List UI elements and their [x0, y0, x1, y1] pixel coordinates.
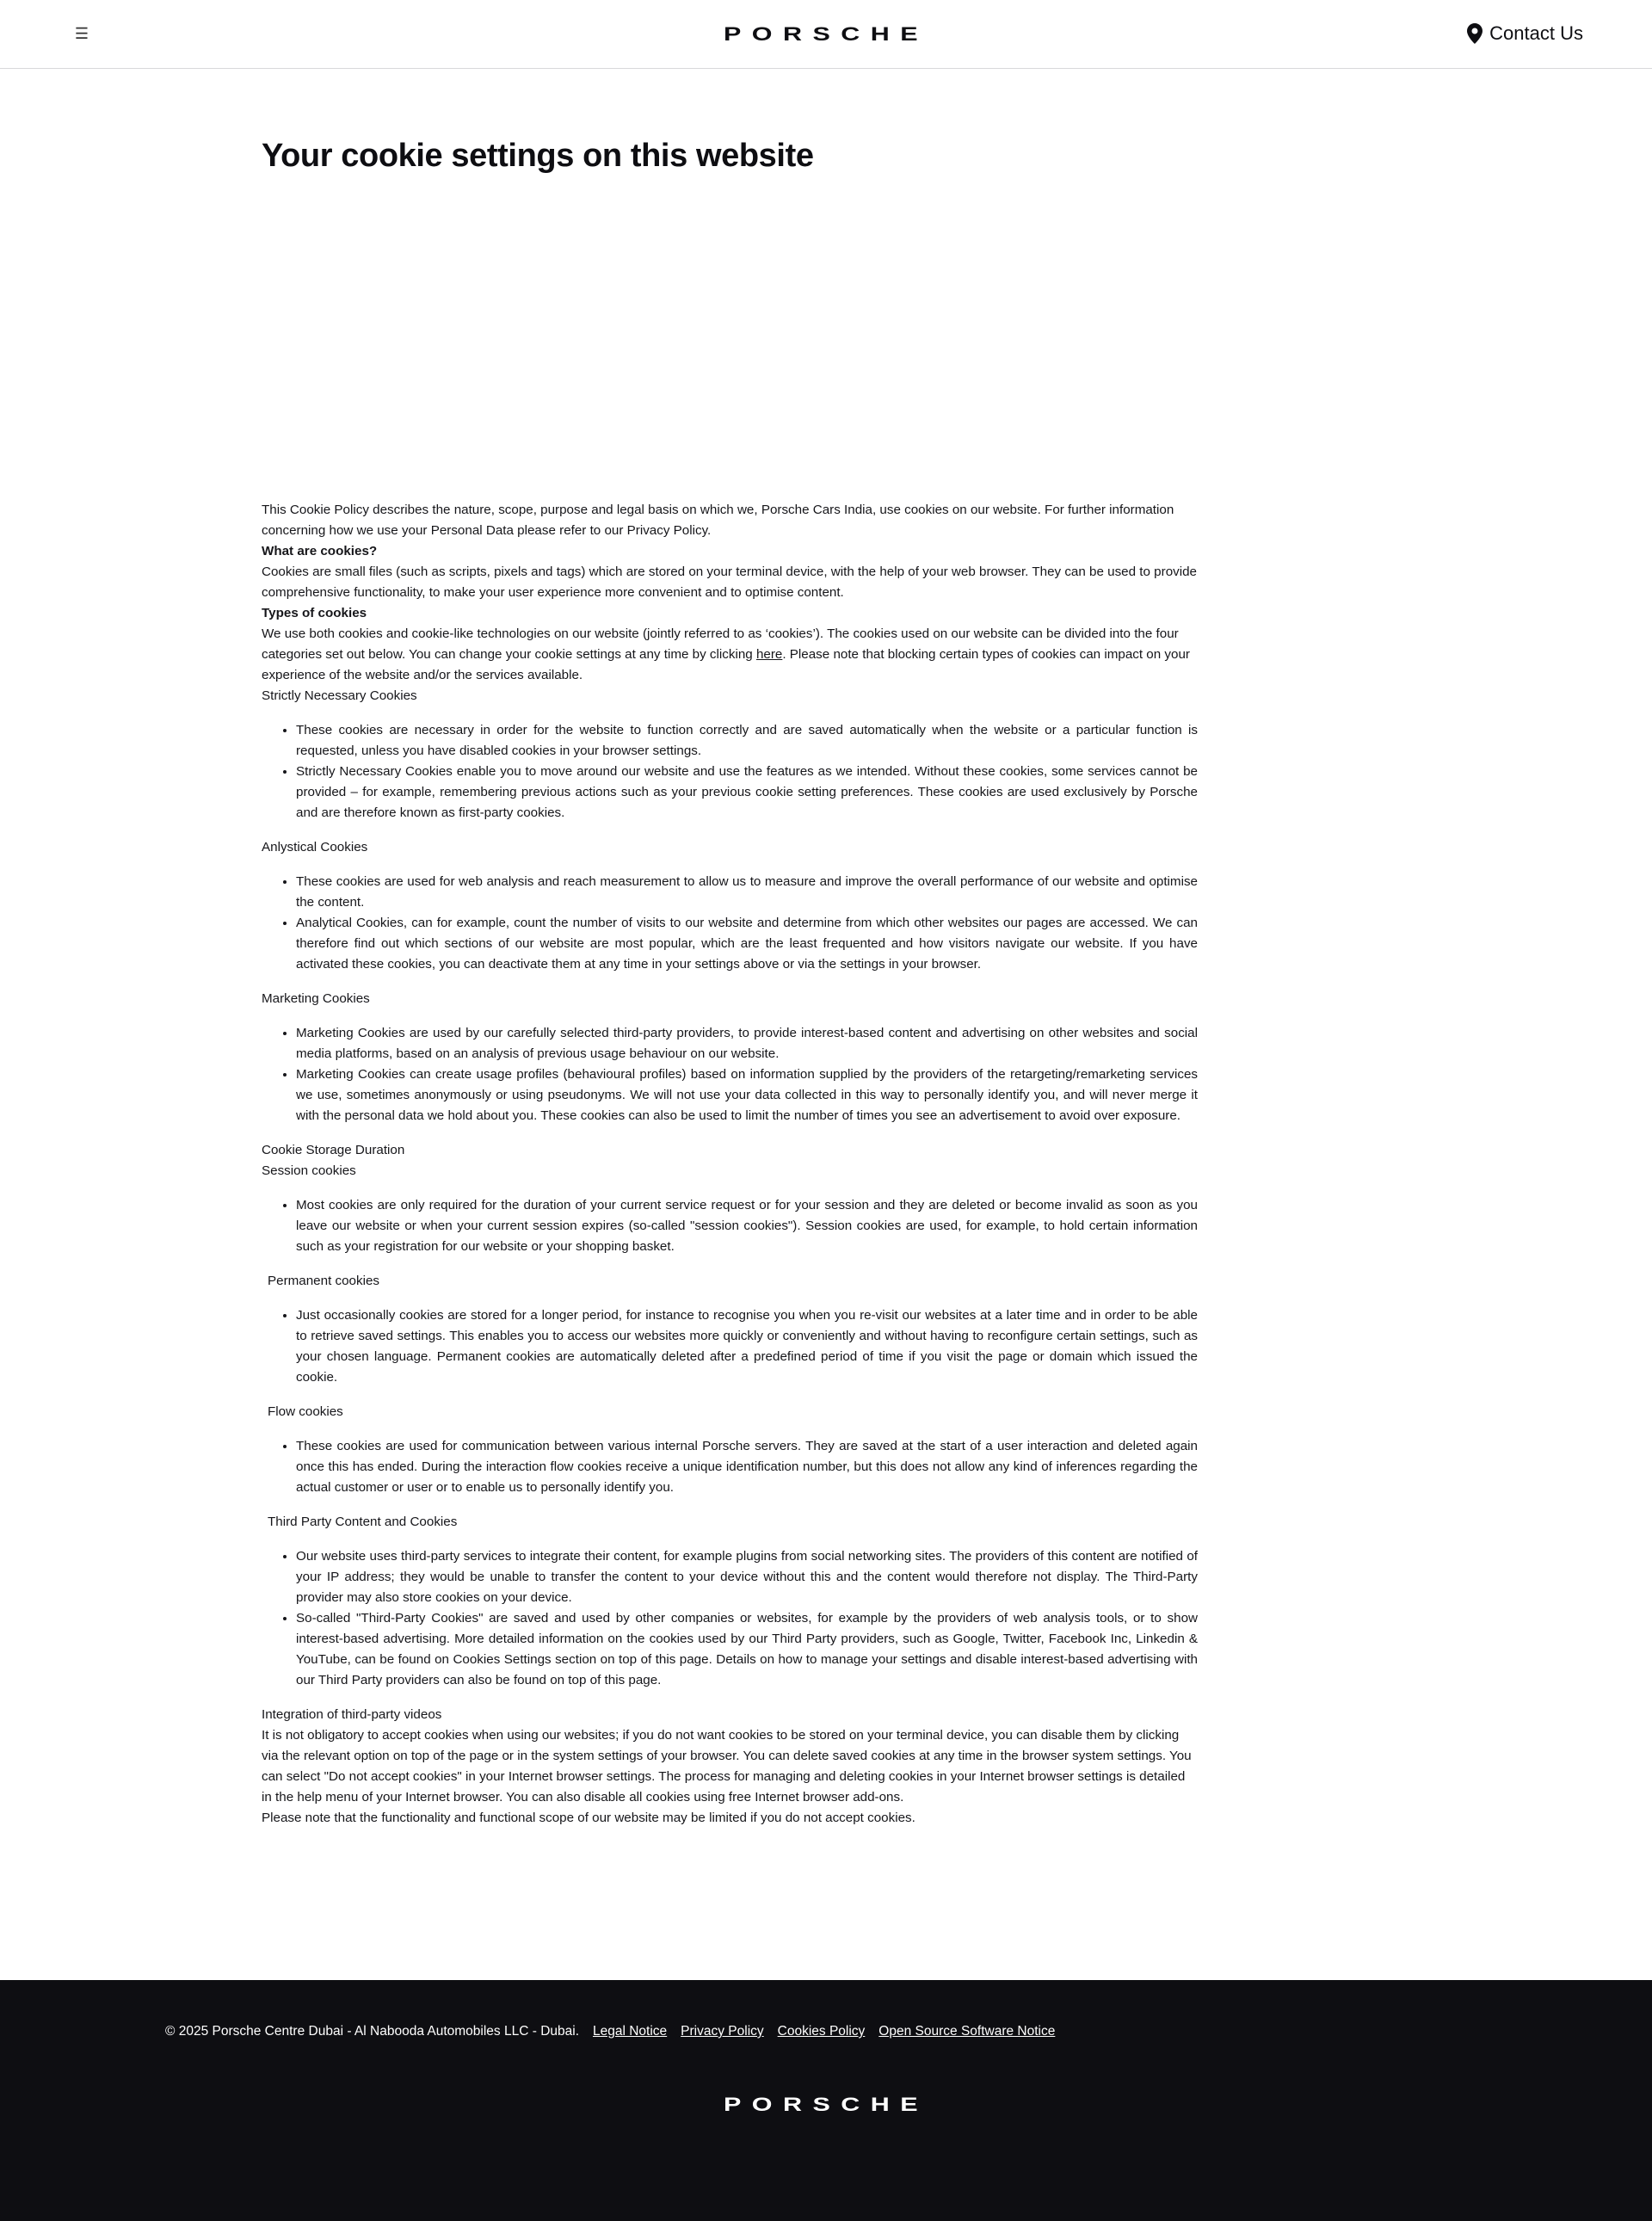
section-third-party: Third Party Content and Cookies [268, 1515, 458, 1529]
cookies-policy-link[interactable]: Cookies Policy [777, 2024, 866, 2039]
third-party-list [262, 1546, 1198, 1691]
section-session-cookies: Session cookies [262, 1163, 356, 1178]
list-item: • Most cookies are only required for the duration of your current service request or for your session and they are deleted or become invalid as soon as you leave our website or when your current session expires (so-called "session cookies"). Session cookies are used, for example, to hold certain information such as your registration for our website or your shopping basket. [296, 1195, 1198, 1257]
heading-types-of-cookies: Types of cookies [262, 606, 367, 620]
svg-text:PORSCHE: PORSCHE [724, 24, 928, 43]
heading-what-are-cookies: What are cookies? [262, 544, 378, 558]
site-header [0, 0, 1652, 69]
section-storage-duration: Cookie Storage Duration [262, 1143, 405, 1157]
privacy-policy-link[interactable]: Privacy Policy [681, 2024, 764, 2039]
page-title: Your cookie settings on this website [262, 138, 814, 174]
list-item: • These cookies are used for communication between various internal Porsche servers. They are saved at the start of a user interaction and deleted again once this has ended. During the interaction flow cookies receive a unique identification number, but this does not allow any kind of inferences regarding the actual customer or user or to enable us to personally identify you. [296, 1436, 1198, 1498]
section-marketing: Marketing Cookies [262, 991, 370, 1006]
main-content [262, 133, 1198, 178]
list-item: • Marketing Cookies can create usage profiles (behavioural profiles) based on information supplied by the providers of the retargeting/remarketing services we use, sometimes anonymously or using pseudonyms. We will not use your data collected in this way to personally identify you, and will never merge it with the personal data we hold about you. These cookies can also be used to limit the number of times you see an advertisement to avoid over exposure. [296, 1064, 1198, 1126]
marketing-list [262, 1023, 1198, 1126]
list-item: • These cookies are necessary in order for the website to function correctly and are saved automatically when the website or a particular function is requested, unless you have disabled cookies in your browser settings. [296, 720, 1198, 762]
cookie-settings-here-link[interactable]: here [755, 647, 783, 662]
permanent-list [262, 1305, 1198, 1388]
list-item: • Strictly Necessary Cookies enable you to move around our website and use the features as we intended. Without these cookies, some services cannot be provided – for example, remembering previous actions such as your previous cookie setting preferences. These cookies are used exclusively by Porsche and are therefore known as first-party cookies. [296, 762, 1198, 824]
contact-us-link[interactable] [1467, 21, 1583, 46]
list-item: • These cookies are used for web analysis and reach measurement to allow us to measure and improve the overall performance of our website and optimise the content. [296, 872, 1198, 913]
list-item: • Our website uses third-party services to integrate their content, for example plugins from social networking sites. The providers of this content are notified of your IP address; they would be unable to transfer the content to your device without this and the content would therefore not display. The Third-Party provider may also store cookies on your device. [296, 1546, 1198, 1608]
location-pin-icon [1467, 23, 1482, 44]
porsche-wordmark-footer[interactable] [722, 2095, 930, 2113]
footer-legal-row [165, 2023, 1055, 2040]
types-text-after: . Please note that blocking certain types of cookies can impact on your experience of the website and/or the services available. [262, 647, 1190, 682]
session-list [262, 1195, 1198, 1257]
open-source-notice-link[interactable]: Open Source Software Notice [878, 2024, 1056, 2039]
intro-paragraph: This Cookie Policy describes the nature, scope, purpose and legal basis on which we, Porsche Cars India, use cookies on our website. For further information concerning how we use your Personal Data please refer to our Privacy Policy. [262, 503, 1174, 538]
section-strictly-necessary: Strictly Necessary Cookies [262, 688, 417, 703]
cookie-policy-text [262, 500, 1198, 1829]
flow-list [262, 1436, 1198, 1498]
svg-text:PORSCHE: PORSCHE [724, 2095, 928, 2113]
legal-notice-link[interactable]: Legal Notice [593, 2024, 668, 2039]
third-party-videos-paragraph: It is not obligatory to accept cookies when using our websites; if you do not want cookies to be stored on your terminal device, you can disable them by clicking via the relevant option on top of the page or in the system settings of your browser. You can delete saved cookies at any time in the browser system settings. You can select "Do not accept cookies" in your Internet browser settings. The process for managing and deleting cookies in your Internet browser settings is detailed in the help menu of your Internet browser. You can also disable all cookies using free Internet browser add-ons. [262, 1728, 1192, 1805]
site-footer [0, 1980, 1652, 2221]
list-item: • Analytical Cookies, can for example, count the number of visits to our website and determine from which other websites our pages are accessed. We can therefore find out which sections of our website are most popular, which are the least frequented and how visitors navigate our website. If you have activated these cookies, you can deactivate them at any time in your settings above or via the settings in your browser. [296, 913, 1198, 975]
analytical-list [262, 872, 1198, 975]
strictly-necessary-list [262, 720, 1198, 824]
closing-paragraph: Please note that the functionality and functional scope of our website may be limited if you do not accept cookies. [262, 1811, 915, 1825]
hamburger-icon[interactable]: ☰ [72, 21, 91, 46]
types-text-before: We use both cookies and cookie-like technologies on our website (jointly referred to as ‘cookies’). The cookies used on our website can be divided into the four categories set out below. You can change your cookie settings at any time by clicking [262, 626, 1179, 662]
section-permanent-cookies: Permanent cookies [268, 1274, 380, 1288]
list-item: • So-called "Third-Party Cookies" are saved and used by other companies or websites, for example by the providers of web analysis tools, or to show interest-based advertising. More detailed information on the cookies used by our Third Party providers, such as Google, Twitter, Facebook Inc, Linkedin & YouTube, can be found on Cookies Settings section on top of this page. Details on how to manage your settings and disable interest-based advertising with our Third Party providers can also be found on top of this page. [296, 1608, 1198, 1691]
contact-us-label: Contact Us [1489, 22, 1583, 44]
porsche-wordmark[interactable] [722, 24, 930, 43]
list-item: • Just occasionally cookies are stored for a longer period, for instance to recognise you when you re-visit our websites at a later time and in order to be able to retrieve saved settings. This enables you to access our websites more quickly or conveniently and without having to reconfigure certain settings, such as your chosen language. Permanent cookies are automatically deleted after a predefined period of time if you visit the page or domain which issued the cookie. [296, 1305, 1198, 1388]
section-analytical: Anlystical Cookies [262, 840, 368, 854]
what-are-cookies-paragraph: Cookies are small files (such as scripts, pixels and tags) which are stored on your terminal device, with the help of your web browser. They can be used to provide comprehensive functionality, to make your user experience more convenient and to optimise content. [262, 565, 1197, 600]
list-item: • Marketing Cookies are used by our carefully selected third-party providers, to provide interest-based content and advertising on other websites and social media platforms, based on an analysis of previous usage behaviour on our website. [296, 1023, 1198, 1064]
section-third-party-videos: Integration of third-party videos [262, 1707, 442, 1722]
section-flow-cookies: Flow cookies [268, 1404, 343, 1419]
copyright-text: © 2025 Porsche Centre Dubai - Al Nabooda Automobiles LLC - Dubai. [165, 2024, 579, 2039]
types-of-cookies-paragraph [262, 624, 1198, 686]
